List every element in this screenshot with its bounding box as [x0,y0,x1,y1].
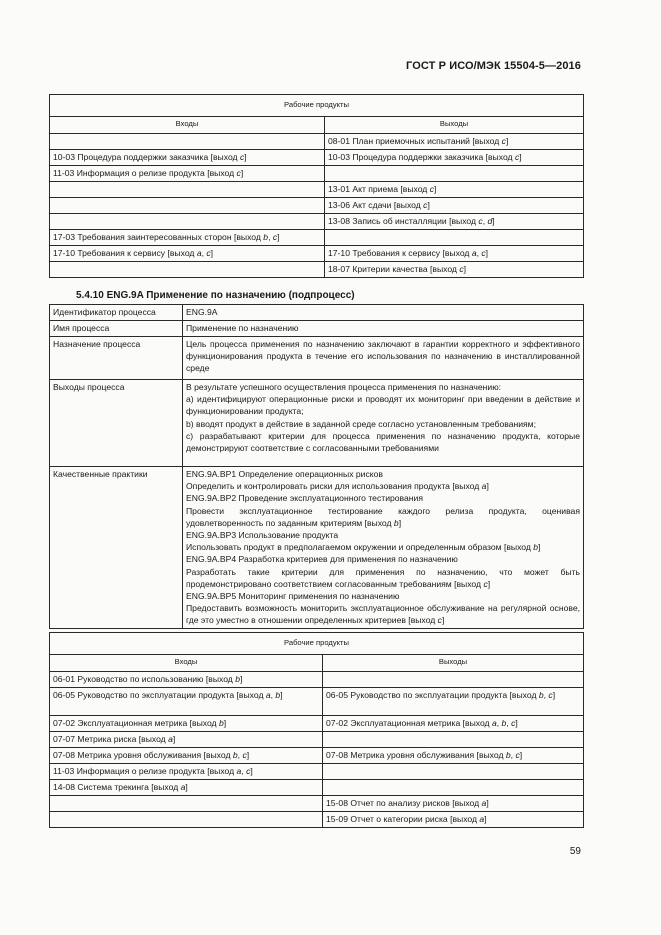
output-cell [323,764,584,780]
input-cell: 14-08 Система трекинга [выход a] [50,780,323,796]
output-cell: 08-01 План приемочных испытаний [выход c] [325,134,584,150]
input-cell: 17-03 Требования заинтересованных сторон [выход b, c] [50,230,325,246]
process-purpose-label: Назначение процесса [50,337,183,380]
process-outcomes [183,380,584,467]
process-name-value: Применение по назначению [183,321,584,337]
practice-line: Определить и контролировать риски для использования продукта [выход a] [186,481,489,492]
process-name-label: Имя процесса [50,321,183,337]
output-cell: 13-08 Запись об инсталляции [выход c, d] [325,214,584,230]
input-cell: 07-07 Метрика риска [выход a] [50,732,323,748]
process-purpose-value: Цель процесса применения по назначению заключают в гарантии корректного и эффективного функционирования продукта в течение его использования по назначению в инсталлированной среде [183,337,584,380]
output-cell [325,166,584,182]
output-cell: 13-01 Акт приема [выход c] [325,182,584,198]
output-cell: 17-10 Требования к сервису [выход a, c] [325,246,584,262]
input-cell: 07-02 Эксплуатационная метрика [выход b] [50,716,323,732]
input-cell: 10-03 Процедура поддержки заказчика [выход c] [50,150,325,166]
table-row [50,732,584,748]
column-header-outputs: Выходы [325,117,584,134]
practice-line: ENG.9A.BP1 Определение операционных рисков [186,469,383,479]
input-cell: 06-05 Руководство по эксплуатации продукта [выход a, b] [50,688,323,716]
process-table [49,304,584,629]
output-cell: 13-06 Акт сдачи [выход c] [325,198,584,214]
output-cell: 10-03 Процедура поддержки заказчика [выход c] [325,150,584,166]
table-row [50,780,584,796]
input-cell [50,182,325,198]
output-cell: 07-08 Метрика уровня обслуживания [выход b, c] [323,748,584,764]
table-row [50,182,584,198]
table-row [50,246,584,262]
table-row [50,150,584,166]
table-row [50,716,584,732]
column-header-inputs: Входы [50,117,325,134]
outcome-line: В результате успешного осуществления процесса применения по назначению: [186,382,502,392]
input-cell: 17-10 Требования к сервису [выход a, c] [50,246,325,262]
practice-line: ENG.9A.BP4 Разработка критериев для применения по назначению [186,554,458,565]
section-title: 5.4.10 ENG.9A Применение по назначению (подпроцесс) [76,290,355,301]
output-cell: 15-09 Отчет о категории риска [выход a] [323,812,584,828]
practice-line: ENG.9A.BP2 Проведение эксплуатационного тестирования [186,493,424,504]
process-practices [183,467,584,629]
output-cell [323,780,584,796]
table-row [50,812,584,828]
column-header-outputs: Выходы [323,655,584,672]
column-header-inputs: Входы [50,655,323,672]
input-cell [50,796,323,812]
input-cell [50,262,325,278]
table-row [50,214,584,230]
process-id-label: Идентификатор процесса [50,305,183,321]
work-products-table-1 [49,94,584,278]
practice-line: ENG.9A.BP5 Мониторинг применения по назначению [186,591,400,602]
table-row [50,230,584,246]
output-cell: 06-05 Руководство по эксплуатации продукта [выход b, c] [323,688,584,716]
table-row [50,764,584,780]
practice-line: Предоставить возможность мониторить эксплуатационное обслуживание на регулярной основе, где это уместно в отношении определенных критериев [выход c] [186,603,580,626]
table-row [50,134,584,150]
process-outcomes-label: Выходы процесса [50,380,183,467]
table-title: Рабочие продукты [50,633,584,655]
process-practices-label: Качественные практики [50,467,183,629]
process-id-value: ENG.9A [183,305,584,321]
output-cell [323,732,584,748]
practice-line: ENG.9A.BP3 Использование продукта [186,530,339,541]
practice-line: Провести эксплуатационное тестирование каждого релиза продукта, оценивая удовлетворенность по заданным критериям [выход b] [186,505,580,528]
table-row [50,688,584,716]
table-title: Рабочие продукты [50,95,584,117]
table-row [50,672,584,688]
output-cell: 07-02 Эксплуатационная метрика [выход a, b, c] [323,716,584,732]
work-products-table-2 [49,632,584,828]
input-cell: 07-08 Метрика уровня обслуживания [выход b, c] [50,748,323,764]
output-cell: 18-07 Критерии качества [выход c] [325,262,584,278]
input-cell: 06-01 Руководство по использованию [выход b] [50,672,323,688]
output-cell: 15-08 Отчет по анализу рисков [выход a] [323,796,584,812]
input-cell [50,134,325,150]
table-row [50,796,584,812]
output-cell [325,230,584,246]
table-row [50,262,584,278]
practice-line: Использовать продукт в предполагаемом окружении и определенным образом [выход b] [186,542,541,553]
input-cell [50,812,323,828]
table-row [50,748,584,764]
input-cell [50,214,325,230]
input-cell: 11-03 Информация о релизе продукта [выход a, c] [50,764,323,780]
outcome-line: a) идентифицируют операционные риски и проводят их мониторинг при введении в действие и функционировании продукта; [186,394,580,417]
output-cell [323,672,584,688]
outcome-line: c) разрабатывают критерии для процесса применения по назначению продукта, которые демонстрируют соответствие с согласованными требованиями [186,430,580,454]
table-row [50,198,584,214]
document-header: ГОСТ Р ИСО/МЭК 15504-5—2016 [406,60,581,72]
table-row [50,166,584,182]
input-cell [50,198,325,214]
outcome-line: b) вводят продукт в действие в заданной среде согласно установленным требованиям; [186,418,536,429]
practice-line: Разработать такие критерии для применения по назначению, что может быть продемонстрировано соответствием согласованным требованиям [выход c] [186,566,580,589]
page-number: 59 [569,846,581,857]
input-cell: 11-03 Информация о релизе продукта [выход c] [50,166,325,182]
